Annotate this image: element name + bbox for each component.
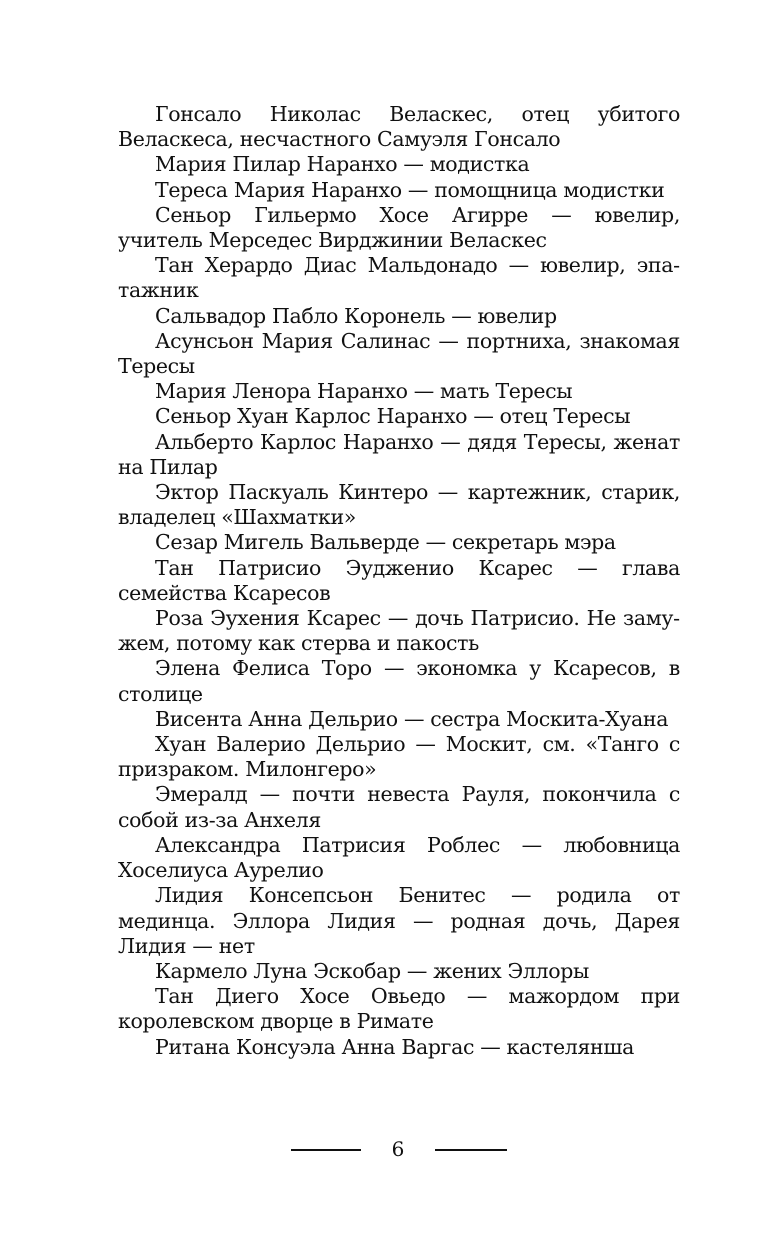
footer-rule-right <box>435 1149 507 1151</box>
character-entry: Сеньор Хуан Карлос Наранхо — отец Тересы <box>155 404 631 429</box>
character-entry: Элена Фелиса Торо — экономка у Ксаресов, в столице <box>118 656 680 706</box>
character-entry: Эмералд — почти невеста Рауля, покончила с собой из-за Анхеля <box>118 782 680 832</box>
character-entry: Тан Херардо Диас Мальдонадо — ювелир, эпатажник <box>118 253 680 303</box>
character-entry: Ритана Консуэла Анна Варгас — кастелянша <box>155 1034 634 1059</box>
page-number: 6 <box>391 1137 405 1161</box>
character-entry: Эктор Паскуаль Кинтеро — картежник, старик, владелец «Шахматки» <box>118 480 680 530</box>
character-entry: Мария Ленора Наранхо — мать Тересы <box>155 379 573 404</box>
character-entry: Роза Эухения Ксарес — дочь Патрисио. Не замужем, потому как стерва и пакость <box>118 606 680 656</box>
character-entry: Тан Патрисио Эудженио Ксарес — глава семейства Ксаресов <box>118 555 680 605</box>
character-entry: Альберто Карлос Наранхо — дядя Тересы, женат на Пилар <box>118 429 680 479</box>
character-entry: Висента Анна Дельрио — сестра Москита-Хуана <box>155 706 669 731</box>
character-entry: Мария Пилар Наранхо — модистка <box>155 152 530 177</box>
character-list <box>118 102 680 1060</box>
page-footer <box>0 1137 768 1161</box>
character-entry: Кармело Луна Эскобар — жених Эллоры <box>155 958 589 983</box>
character-entry: Александра Патрисия Роблес — любовница Хоселиуса Аурелио <box>118 832 680 883</box>
character-entry: Сезар Мигель Вальверде — секретарь мэра <box>155 530 616 555</box>
character-entry: Тан Диего Хосе Овьедо — мажордом при королевском дворце в Римате <box>118 984 680 1034</box>
character-entry: Лидия Консепсьон Бенитес — родила от мединца. Эллора Лидия — родная дочь, Дарея Лидия — нет <box>118 883 680 958</box>
character-entry: Тереса Мария Наранхо — помощница модистки <box>155 177 665 202</box>
footer-rule-left <box>291 1149 361 1151</box>
character-entry: Сальвадор Пабло Коронель — ювелир <box>155 303 557 328</box>
character-entry: Гонсало Николас Веласкес, отец убитого Веласкеса, несчастного Самуэля Гонсало <box>118 102 680 152</box>
character-entry: Хуан Валерио Дельрио — Москит, см. «Танго с призраком. Милонгеро» <box>118 732 680 782</box>
character-entry: Сеньор Гильермо Хосе Агирре — ювелир, учитель Мерседес Вирджинии Веласкес <box>118 202 680 253</box>
character-entry: Асунсьон Мария Салинас — портниха, знакомая Тересы <box>118 328 680 379</box>
